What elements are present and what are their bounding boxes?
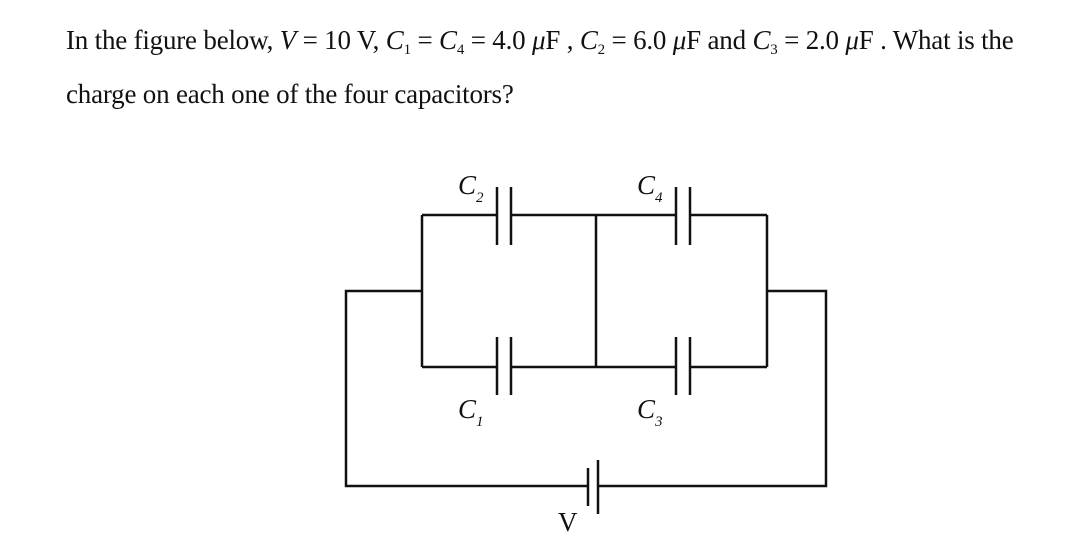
c4-variable: C bbox=[439, 25, 457, 55]
mu-symbol: μ bbox=[845, 25, 859, 55]
unit-text: F and bbox=[686, 25, 753, 55]
mu-symbol: μ bbox=[672, 25, 687, 55]
mu-symbol: μ bbox=[531, 25, 546, 55]
c1-equals: = bbox=[410, 25, 440, 55]
v-variable: V bbox=[279, 25, 297, 55]
c4-subscript: 4 bbox=[456, 42, 465, 58]
label-c2: $C_2$ bbox=[458, 170, 484, 206]
v-value: = 10 V, bbox=[296, 25, 386, 55]
label-battery-v: V bbox=[558, 507, 578, 537]
c1-c4-value: = 4.0 bbox=[464, 25, 532, 55]
c3-variable: C bbox=[752, 25, 771, 55]
intro-text: In the figure below, bbox=[66, 25, 274, 55]
c2-value: = 6.0 bbox=[604, 25, 673, 55]
c1-variable: C bbox=[385, 25, 404, 55]
c3-value: = 2.0 bbox=[777, 25, 846, 55]
wire-outer-left bbox=[346, 291, 588, 486]
c3-subscript: 3 bbox=[770, 42, 778, 58]
problem-line-2: charge on each one of the four capacitors? bbox=[66, 79, 514, 109]
label-c4: $C_4$ bbox=[637, 170, 663, 206]
c2-subscript: 2 bbox=[597, 42, 605, 58]
question-start: F . What is the bbox=[858, 25, 1014, 55]
label-c3: $C_3$ bbox=[637, 394, 663, 430]
wire-outer-right bbox=[598, 291, 826, 486]
label-c1: $C_1$ bbox=[458, 394, 484, 430]
unit-text: F , bbox=[545, 25, 580, 55]
c1-subscript: 1 bbox=[403, 42, 411, 58]
c2-variable: C bbox=[579, 25, 598, 55]
